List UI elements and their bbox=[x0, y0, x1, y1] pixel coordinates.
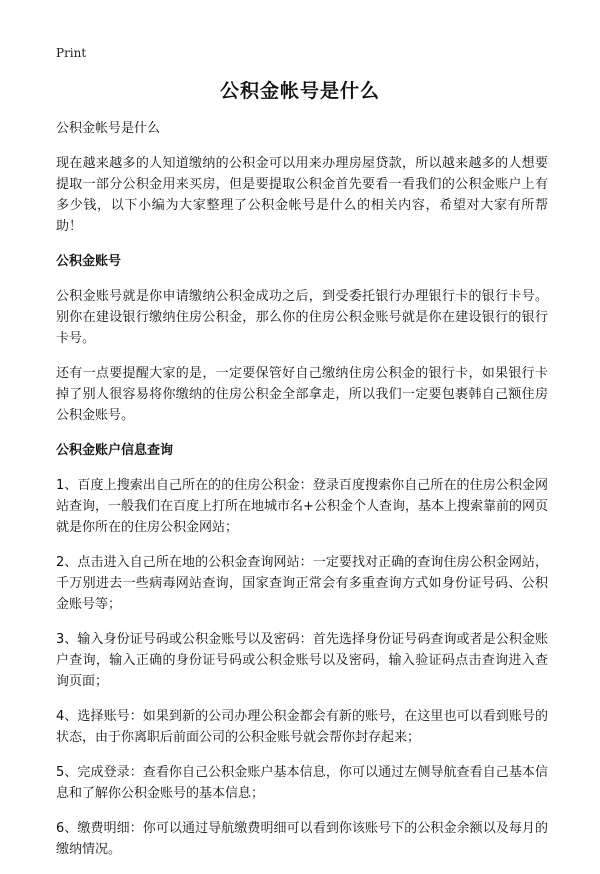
account-paragraph: 公积金账号就是你申请缴纳公积金成功之后，到受委托银行办理银行卡的银行卡号。别你在建设银行缴纳住房公积金，那么你的住房公积金账号就是你在建设银行的银行卡号。 bbox=[56, 289, 548, 346]
article-body bbox=[56, 118, 548, 874]
print-link[interactable]: Print bbox=[56, 46, 87, 60]
query-step: 1、百度上搜索出自己所在的的住房公积金：登录百度搜索你自己所在的住房公积金网站查询，一般我们在百度上打所在地城市名+公积金个人查询，基本上搜索靠前的网页就是你所在的住房公积金网站； bbox=[56, 478, 548, 535]
query-step: 6、缴费明细：你可以通过导航缴费明细可以看到你该账号下的公积金余额以及每月的缴纳情况。 bbox=[56, 821, 548, 857]
article-subtitle: 公积金帐号是什么 bbox=[56, 121, 161, 136]
account-paragraph: 还有一点要提醒大家的是，一定要保管好自己缴纳住房公积金的银行卡，如果银行卡掉了别人很容易将你缴纳的住房公积金全部拿走，所以我们一定要包裹韩自己额住房公积金账号。 bbox=[56, 366, 548, 423]
intro-paragraph: 现在越来越多的人知道缴纳的公积金可以用来办理房屋贷款，所以越来越多的人想要提取一部分公积金用来买房，但是要提取公积金首先要看一看我们的公积金账户上有多少钱，以下小编为大家整理了公积金帐号是什么的相关内容，希望对大家有所帮助！ bbox=[56, 156, 548, 234]
page-title: 公积金帐号是什么 bbox=[219, 80, 380, 102]
section-heading-query: 公积金账户信息查询 bbox=[56, 443, 174, 458]
query-step: 4、选择账号：如果到新的公司办理公积金都会有新的账号，在这里也可以看到账号的状态，由于你离职后前面公司的公积金账号就会帮你封存起来； bbox=[56, 709, 548, 745]
query-step: 3、输入身份证号码或公积金账号以及密码：首先选择身份证号码查询或者是公积金账户查询，输入正确的身份证号码或公积金账号以及密码，输入验证码点击查询进入查询页面； bbox=[56, 632, 548, 689]
section-heading-account: 公积金账号 bbox=[56, 254, 122, 269]
query-step: 2、点击进入自己所在地的公积金查询网站：一定要找对正确的查询住房公积金网站，千万别进去一些病毒网站查询，国家查询正常会有多重查询方式如身份证号码、公积金账号等； bbox=[56, 555, 548, 612]
query-step: 5、完成登录：查看你自己公积金账户基本信息，你可以通过左侧导航查看自己基本信息和了解你公积金账号的基本信息； bbox=[56, 765, 548, 801]
